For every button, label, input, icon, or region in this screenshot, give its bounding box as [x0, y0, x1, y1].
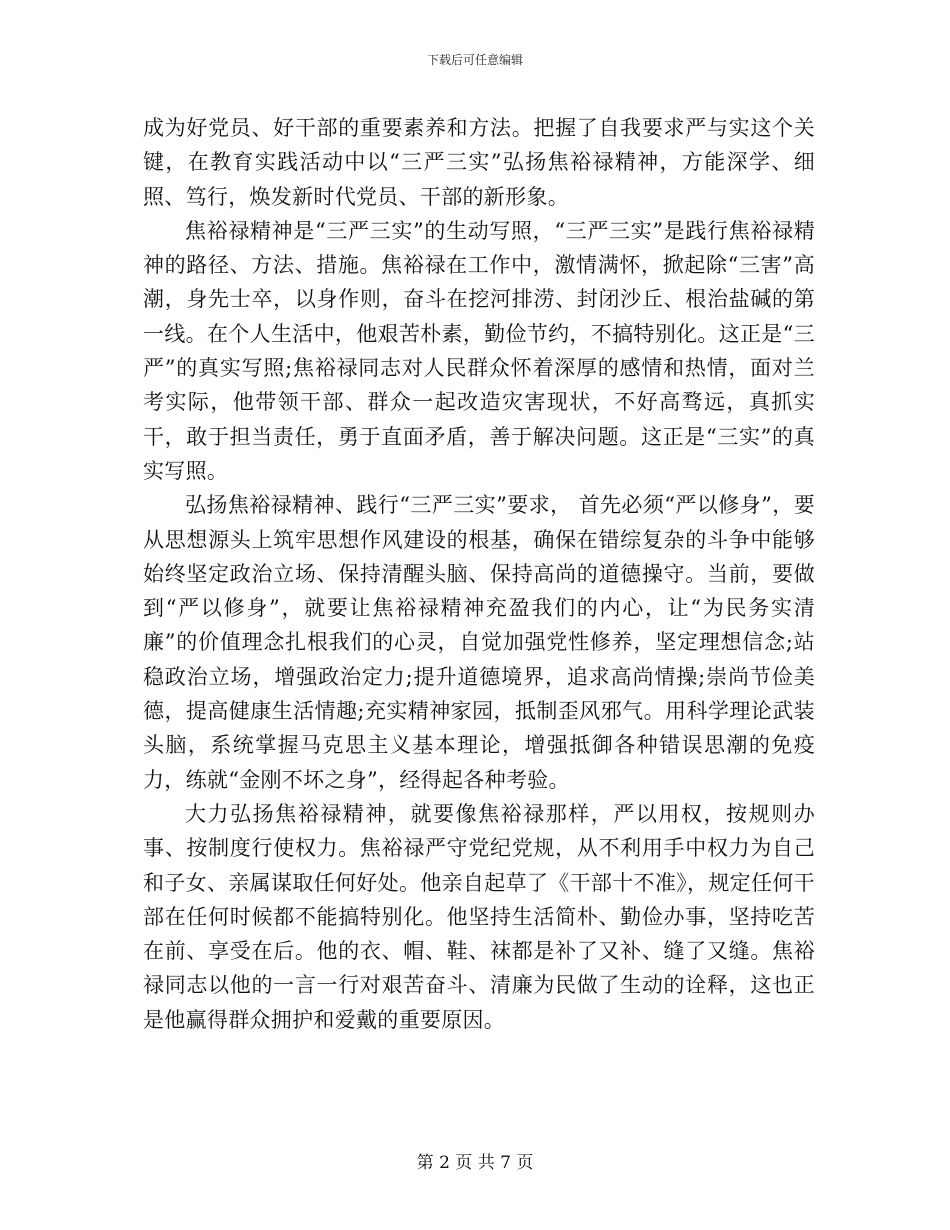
page-number: 第 2 页 共 7 页 [416, 1153, 534, 1173]
document-body [143, 111, 815, 1037]
paragraph-4: 大力弘扬焦裕禄精神，就要像焦裕禄那样，严以用权，按规则办事、按制度行使权力。焦裕禄严守党纪党规，从不利用手中权力为自己和子女、亲属谋取任何好处。他亲自起草了《干部十不准》，规定任何干部在任何时候都不能搞特别化。他坚持生活简朴、勤俭办事，坚持吃苦在前、享受在后。他的衣、帽、鞋、袜都是补了又补、缝了又缝。焦裕禄同志以他的一言一行对艰苦奋斗、清廉为民做了生动的诠释，这也正是他赢得群众拥护和爱戴的重要原因。 [143, 801, 815, 1032]
paragraph-2: 焦裕禄精神是“三严三实”的生动写照，“三严三实”是践行焦裕禄精神的路径、方法、措施。焦裕禄在工作中，激情满怀，掀起除“三害”高潮，身先士卒，以身作则，奋斗在挖河排涝、封闭沙丘、根治盐碱的第一线。在个人生活中，他艰苦朴素，勤俭节约，不搞特别化。这正是“三严”的真实写照;焦裕禄同志对人民群众怀着深厚的感情和热情，面对兰考实际，他带领干部、群众一起改造灾害现状，不好高骛远，真抓实干，敢于担当责任，勇于直面矛盾，善于解决问题。这正是“三实”的真实写照。 [143, 218, 815, 483]
header-note: 下载后可任意编辑 [426, 53, 523, 67]
page-footer [0, 1152, 950, 1174]
page-header [0, 52, 950, 68]
paragraph-3: 弘扬焦裕禄精神、践行“三严三实”要求， 首先必须“严以修身”，要从思想源头上筑牢思想作风建设的根基，确保在错综复杂的斗争中能够始终坚定政治立场、保持清醒头脑、保持高尚的道德操守。当前，要做到“严以修身”，就要让焦裕禄精神充盈我们的内心，让“为民务实清廉”的价值理念扎根我们的心灵，自觉加强党性修养，坚定理想信念;站稳政治立场，增强政治定力;提升道德境界，追求高尚情操;崇尚节俭美德，提高健康生活情趣;充实精神家园，抵制歪风邪气。用科学理论武装头脑，系统掌握马克思主义基本理论，增强抵御各种错误思潮的免疫力，练就“金刚不坏之身”，经得起各种考验。 [143, 493, 815, 792]
paragraph-1: 成为好党员、好干部的重要素养和方法。把握了自我要求严与实这个关键，在教育实践活动中以“三严三实”弘扬焦裕禄精神，方能深学、细照、笃行，焕发新时代党员、干部的新形象。 [143, 116, 815, 209]
